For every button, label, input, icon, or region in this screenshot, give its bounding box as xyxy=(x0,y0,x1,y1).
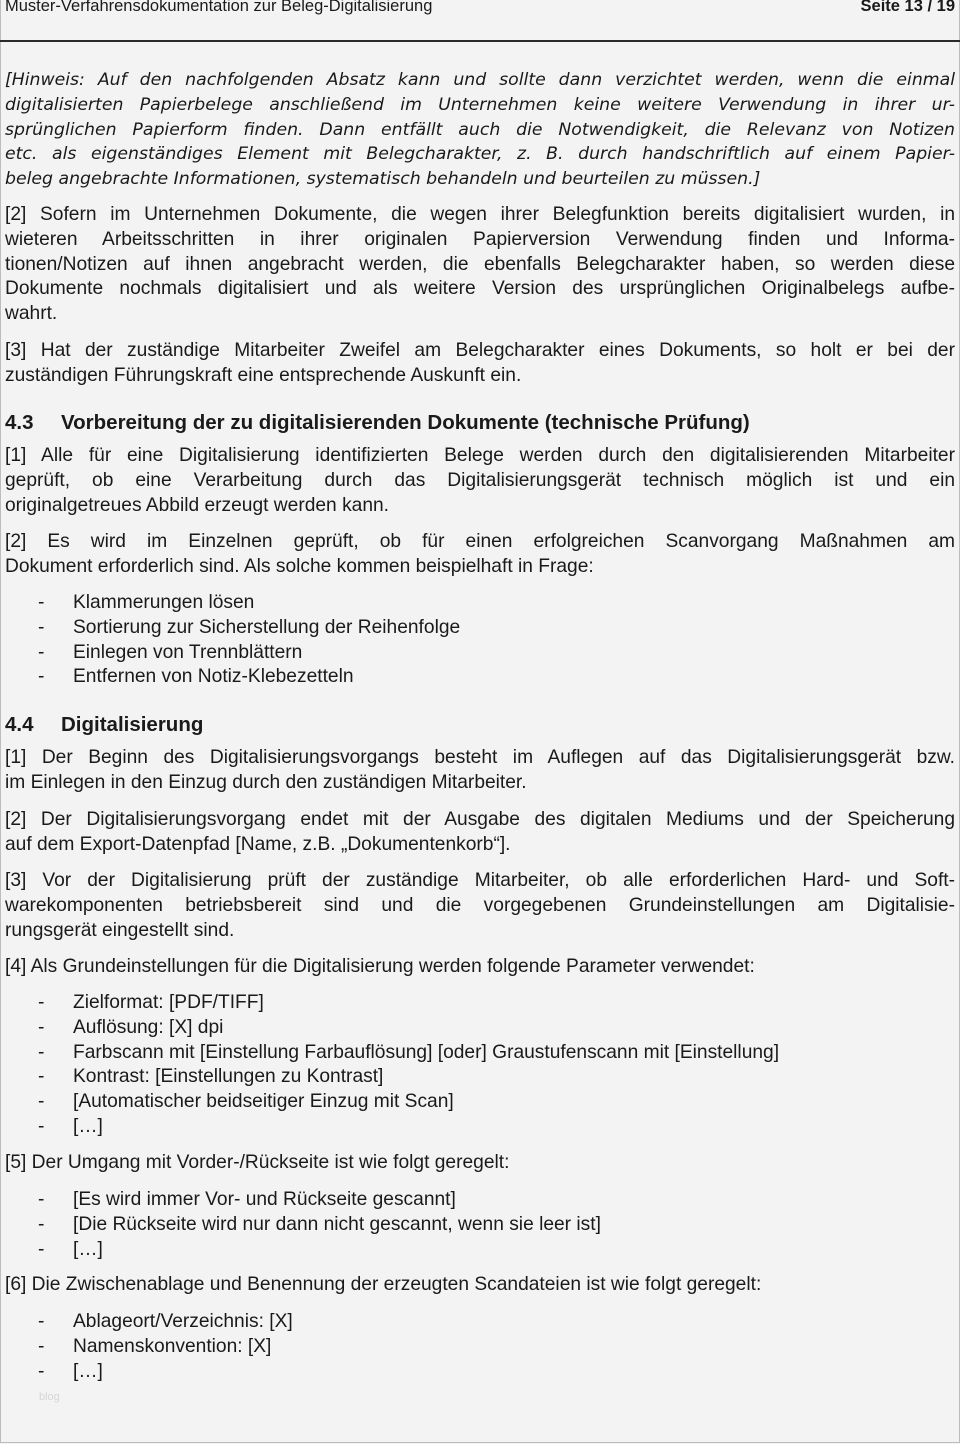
list-item-text: Farbscann mit [Einstellung Farbauflösung] [oder] Graustufenscann mit [Einstellung] xyxy=(73,1041,780,1063)
text-line: wahrt. xyxy=(5,303,58,325)
list-item xyxy=(38,641,460,666)
paragraph-4-4-5 xyxy=(5,1151,955,1176)
text-line: wieteren Arbeitsschritten in ihrer originalen Papierversion Verwendung finden und Informa- xyxy=(5,228,955,250)
list-item xyxy=(38,991,779,1016)
text-line: [6] Die Zwischenablage und Benennung der erzeugten Scandateien ist wie folgt geregelt: xyxy=(5,1274,762,1295)
text-line: im Einlegen in den Einzug durch den zuständigen Mitarbeiter. xyxy=(5,771,527,793)
list-item-text: [Es wird immer Vor- und Rückseite gescannt] xyxy=(73,1189,456,1210)
list-item-text: [Automatischer beidseitiger Einzug mit Scan] xyxy=(73,1091,454,1113)
text-line: rungsgerät eingestellt sind. xyxy=(5,919,235,941)
list-item-text: [Die Rückseite wird nur dann nicht gescannt, wenn sie leer ist] xyxy=(73,1213,601,1235)
text-line: zuständigen Führungskraft eine entsprechende Auskunft ein. xyxy=(5,364,522,386)
list-item-text: Klammerungen lösen xyxy=(73,592,255,613)
list-item xyxy=(38,1041,779,1066)
paragraph-4-4-1 xyxy=(5,746,955,796)
text-line: tionen/Notizen auf ihnen angebracht werden, die ebenfalls Belegcharakter haben, so werden diese xyxy=(5,253,955,275)
section-title: Digitalisierung xyxy=(61,713,204,736)
bullet-dash: - xyxy=(38,1041,45,1063)
bullet-dash: - xyxy=(38,1213,45,1235)
bullet-dash: - xyxy=(38,1091,45,1113)
paragraph-4-3-1 xyxy=(5,444,955,518)
section-number: 4.3 xyxy=(5,411,34,434)
list-item-text: Zielformat: [PDF/TIFF] xyxy=(73,992,264,1013)
section-number: 4.4 xyxy=(5,713,34,736)
bullet-dash: - xyxy=(38,616,45,638)
list-item-text: Ablageort/Verzeichnis: [X] xyxy=(73,1311,293,1332)
bullet-dash: - xyxy=(38,992,45,1013)
text-line: [2] Der Digitalisierungsvorgang endet mit der Ausgabe des digitalen Mediums und der Speicherung xyxy=(5,809,955,830)
bullet-dash: - xyxy=(38,1311,45,1332)
heading-4-4 xyxy=(5,712,203,738)
bullet-dash: - xyxy=(38,666,45,688)
list-item xyxy=(38,616,460,641)
text-line: Dokument erforderlich sind. Als solche kommen beispielhaft in Frage: xyxy=(5,555,594,577)
text-line: digitalisierten Papierbelege anschließend im Unternehmen keine weitere Verwendung in ihrer ur- xyxy=(5,94,955,115)
list-settings xyxy=(38,991,779,1140)
text-line: beleg angebrachte Informationen, systematisch behandeln und beurteilen zu müssen.] xyxy=(5,169,761,190)
paragraph-4-4-3 xyxy=(5,869,955,943)
list-item xyxy=(38,1213,601,1238)
document-title: Muster-Verfahrensdokumentation zur Beleg-Digitalisierung xyxy=(5,0,433,15)
list-preparation xyxy=(38,591,460,690)
bullet-dash: - xyxy=(38,641,45,663)
text-line: Dokumente nochmals digitalisiert und als weitere Version des ursprünglichen Originalbelegs aufbe- xyxy=(5,278,955,300)
text-line: originalgetreues Abbild erzeugt werden kann. xyxy=(5,494,390,516)
list-item xyxy=(38,665,460,690)
text-line: [5] Der Umgang mit Vorder-/Rückseite ist wie folgt geregelt: xyxy=(5,1152,510,1173)
heading-4-3 xyxy=(5,410,750,436)
list-item-text: Namenskonvention: [X] xyxy=(73,1335,272,1357)
list-item xyxy=(38,1065,779,1090)
bullet-dash: - xyxy=(38,1066,45,1088)
text-line: [1] Alle für eine Digitalisierung identifizierten Belege werden durch den digitalisierenden Mitarbeiter xyxy=(5,445,955,466)
bullet-dash: - xyxy=(38,1016,45,1038)
paragraph-4-3-2 xyxy=(5,530,955,580)
list-item-text: Entfernen von Notiz-Klebezetteln xyxy=(73,666,354,688)
list-storage xyxy=(38,1310,293,1384)
list-item xyxy=(38,1016,779,1041)
list-item xyxy=(38,1310,293,1335)
list-item-text: Auflösung: [X] dpi xyxy=(73,1016,224,1038)
header-divider xyxy=(0,40,960,42)
list-sides xyxy=(38,1188,601,1262)
text-line: [4] Als Grundeinstellungen für die Digitalisierung werden folgende Parameter verwendet: xyxy=(5,956,755,977)
text-line: auf dem Export-Datenpfad [Name, z.B. „Dokumentenkorb“]. xyxy=(5,833,511,855)
text-line: [3] Vor der Digitalisierung prüft der zuständige Mitarbeiter, ob alle erforderlichen Hard- und Soft- xyxy=(5,870,955,891)
text-line: [2] Sofern im Unternehmen Dokumente, die wegen ihrer Belegfunktion bereits digitalisiert wurden, in xyxy=(5,204,955,225)
list-item xyxy=(38,1090,779,1115)
list-item xyxy=(38,1335,293,1360)
watermark: blog xyxy=(39,1391,60,1403)
list-item xyxy=(38,1115,779,1140)
hint-paragraph xyxy=(5,68,955,192)
bullet-dash: - xyxy=(38,1115,45,1137)
list-item-text: […] xyxy=(73,1238,103,1260)
list-item xyxy=(38,1188,601,1213)
paragraph-4-4-2 xyxy=(5,808,955,858)
list-item-text: […] xyxy=(73,1360,103,1382)
bullet-dash: - xyxy=(38,1238,45,1260)
page-number: Seite 13 / 19 xyxy=(860,0,955,15)
list-item xyxy=(38,1238,601,1263)
text-line: sprünglichen Papierform finden. Dann entfällt auch die Notwendigkeit, die Relevanz von Notizen xyxy=(5,119,955,140)
bullet-dash: - xyxy=(38,1189,45,1210)
text-line: warekomponenten betriebsbereit sind und die vorgegebenen Grundeinstellungen am Digitalisie- xyxy=(5,894,955,916)
text-line: [3] Hat der zuständige Mitarbeiter Zweifel am Belegcharakter eines Dokuments, so holt er bei der xyxy=(5,340,955,361)
text-line: etc. als eigenständiges Element mit Belegcharakter, z. B. durch handschriftlich auf einem Papier- xyxy=(5,144,955,165)
list-item-text: Sortierung zur Sicherstellung der Reihenfolge xyxy=(73,616,461,638)
bullet-dash: - xyxy=(38,592,45,613)
list-item-text: Kontrast: [Einstellungen zu Kontrast] xyxy=(73,1066,384,1088)
text-line: [1] Der Beginn des Digitalisierungsvorgangs besteht im Auflegen auf das Digitalisierungsgerät bzw. xyxy=(5,747,955,768)
paragraph-3 xyxy=(5,339,955,389)
paragraph-4-4-4 xyxy=(5,955,955,980)
list-item xyxy=(38,1360,293,1385)
paragraph-2 xyxy=(5,203,955,327)
text-line: [2] Es wird im Einzelnen geprüft, ob für einen erfolgreichen Scanvorgang Maßnahmen am xyxy=(5,531,955,552)
text-line: [Hinweis: Auf den nachfolgenden Absatz kann und sollte dann verzichtet werden, wenn die einmal xyxy=(5,70,955,90)
bullet-dash: - xyxy=(38,1360,45,1382)
list-item-text: Einlegen von Trennblättern xyxy=(73,641,303,663)
paragraph-4-4-6 xyxy=(5,1273,955,1298)
section-title: Vorbereitung der zu digitalisierenden Dokumente (technische Prüfung) xyxy=(61,411,750,434)
list-item-text: […] xyxy=(73,1115,103,1137)
text-line: geprüft, ob eine Verarbeitung durch das Digitalisierungsgerät technisch möglich ist und ein xyxy=(5,469,955,491)
list-item xyxy=(38,591,460,616)
bullet-dash: - xyxy=(38,1335,45,1357)
